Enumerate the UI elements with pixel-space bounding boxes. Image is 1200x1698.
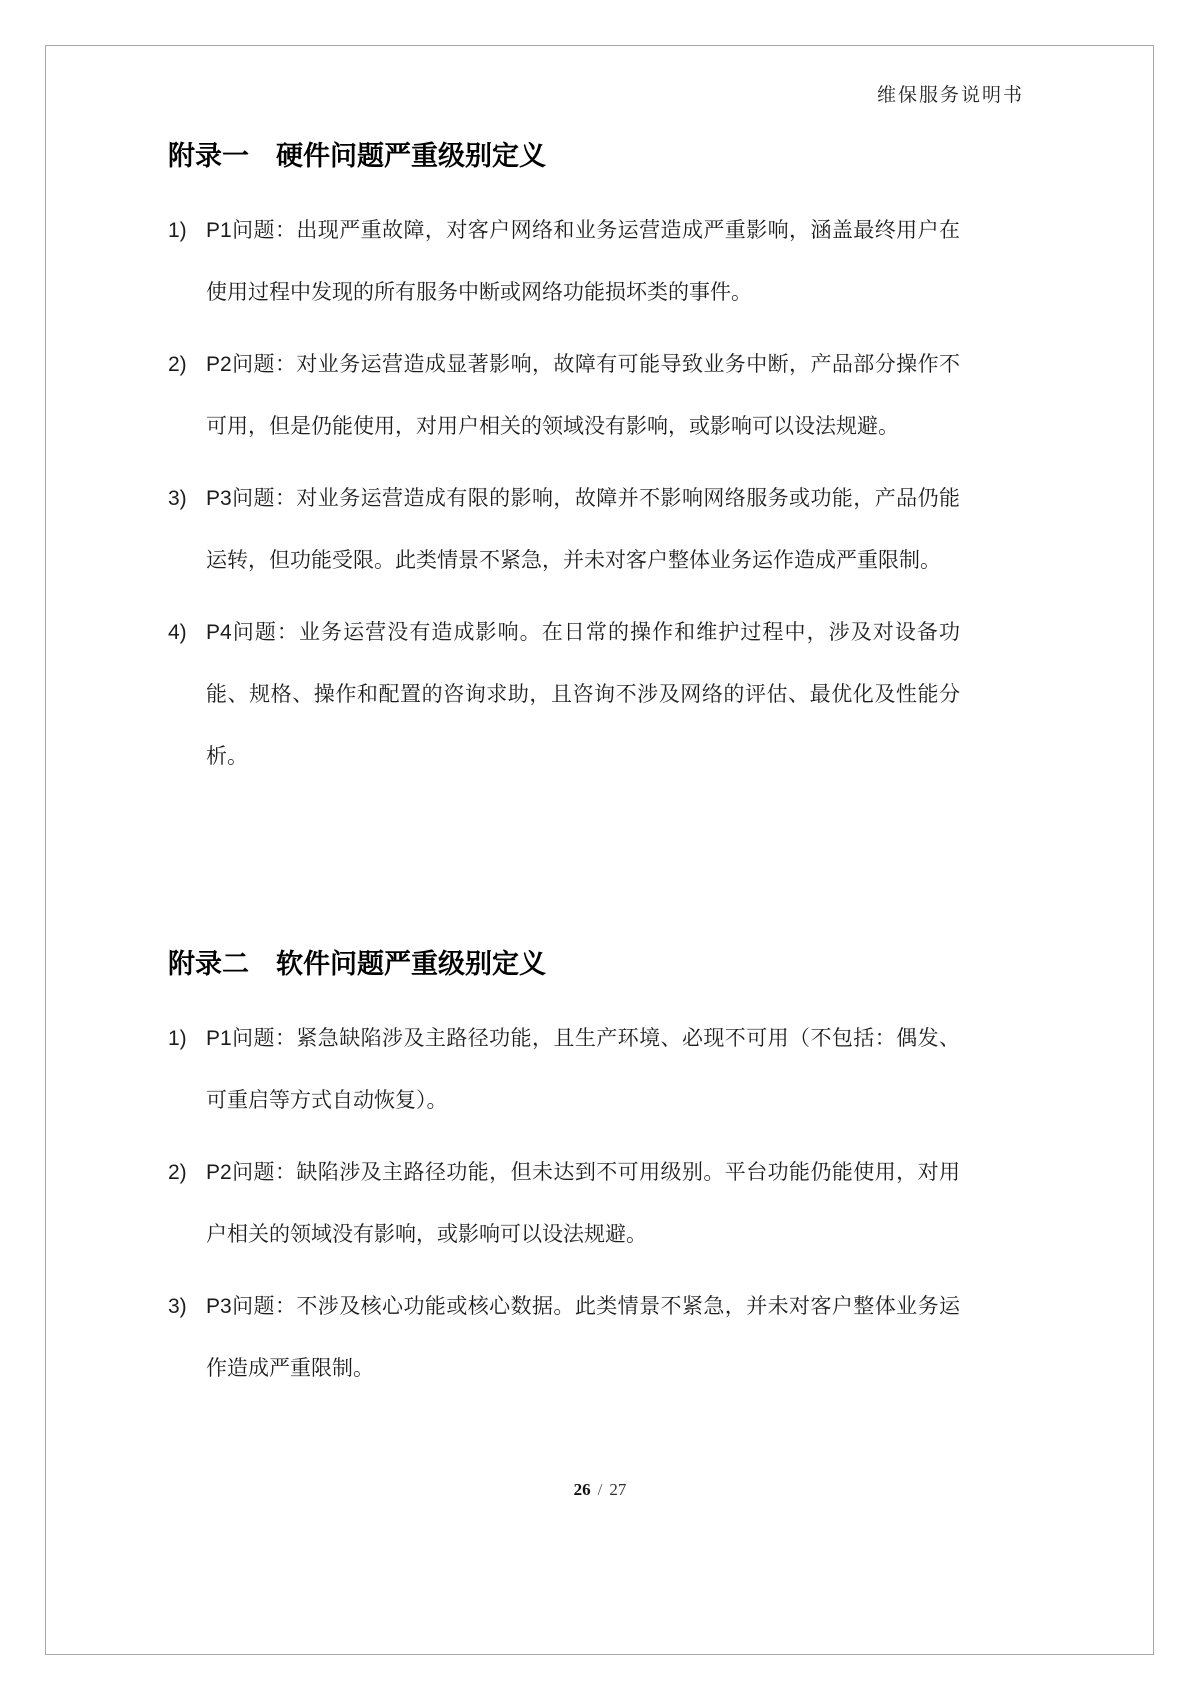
section-title: 附录一 硬件问题严重级别定义: [168, 141, 546, 171]
list-item: [168, 602, 960, 788]
list-item-text: P2问题：对业务运营造成显著影响，故障有可能导致业务中断，产品部分操作不可用，但是仍能使用，对用户相关的领域没有影响，或影响可以设法规避。: [206, 353, 960, 438]
list-item-text: P3问题：不涉及核心功能或核心数据。此类情景不紧急，并未对客户整体业务运作造成严重限制。: [206, 1295, 960, 1380]
page-footer: [0, 1480, 1200, 1500]
document-header-title: 维保服务说明书: [876, 85, 1024, 106]
severity-definition-list: [168, 1008, 960, 1400]
list-item-number: 1): [168, 219, 187, 242]
page-number-total: 27: [609, 1480, 627, 1499]
list-item: [168, 1142, 960, 1266]
list-item-text: P3问题：对业务运营造成有限的影响，故障并不影响网络服务或功能，产品仍能运转，但功能受限。此类情景不紧急，并未对客户整体业务运作造成严重限制。: [206, 487, 960, 572]
list-item: [168, 1276, 960, 1400]
list-item-number: 1): [168, 1027, 187, 1050]
list-item-text: P2问题：缺陷涉及主路径功能，但未达到不可用级别。平台功能仍能使用，对用户相关的领域没有影响，或影响可以设法规避。: [206, 1161, 960, 1246]
list-item: [168, 1008, 960, 1132]
list-item: [168, 200, 960, 324]
section-title: 附录二 软件问题严重级别定义: [168, 949, 546, 979]
list-item-number: 3): [168, 1295, 187, 1318]
list-item: [168, 468, 960, 592]
list-item-number: 4): [168, 621, 187, 644]
list-item-text: P1问题：紧急缺陷涉及主路径功能，且生产环境、必现不可用（不包括：偶发、可重启等方式自动恢复）。: [206, 1027, 960, 1112]
appendix-section: [168, 138, 960, 788]
appendix-section: [168, 946, 960, 1400]
page-number-current: 26: [573, 1480, 591, 1499]
list-item-text: P4问题：业务运营没有造成影响。在日常的操作和维护过程中，涉及对设备功能、规格、操作和配置的咨询求助，且咨询不涉及网络的评估、最优化及性能分析。: [206, 621, 960, 768]
severity-definition-list: [168, 200, 960, 788]
list-item-text: P1问题：出现严重故障，对客户网络和业务运营造成严重影响，涵盖最终用户在使用过程中发现的所有服务中断或网络功能损坏类的事件。: [206, 219, 960, 304]
list-item-number: 3): [168, 487, 187, 510]
list-item: [168, 334, 960, 458]
document-body: [168, 138, 960, 1410]
list-item-number: 2): [168, 353, 187, 376]
list-item-number: 2): [168, 1161, 187, 1184]
page-number-separator: /: [597, 1480, 603, 1499]
